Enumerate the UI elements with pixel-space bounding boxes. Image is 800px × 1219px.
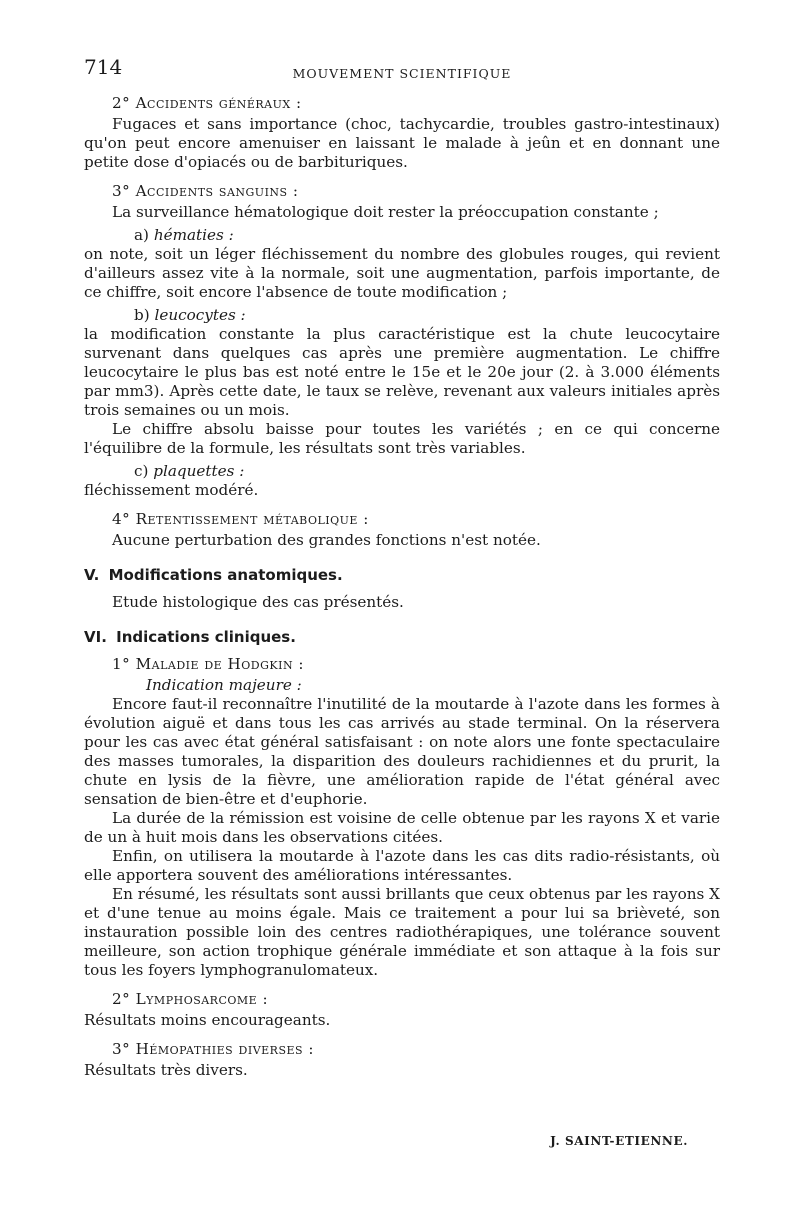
paragraph-chiffre-absolu: Le chiffre absolu baisse pour toutes les variétés ; en ce qui concerne l'équilibre de la formule, les résultats sont très variables. bbox=[84, 420, 720, 457]
paragraph-surveillance: La surveillance hématologique doit rester la préoccupation constante ; bbox=[112, 203, 659, 221]
document-page bbox=[84, 55, 720, 1080]
paragraph-hematies: on note, soit un léger fléchissement du nombre des globules rouges, qui revient d'ailleurs assez vite à la normale, soit une augmentation, parfois importante, de ce chiffre, soit encore l'absence de toute modification ; bbox=[84, 245, 720, 301]
section-number: VI. bbox=[84, 628, 107, 646]
running-title: MOUVEMENT SCIENTIFIQUE bbox=[292, 66, 512, 81]
section-title: Indications cliniques. bbox=[116, 628, 296, 646]
paragraph-histologique: Etude histologique des cas présentés. bbox=[112, 593, 404, 611]
page-header bbox=[84, 55, 720, 88]
paragraph-hodgkin-4: En résumé, les résultats sont aussi brillants que ceux obtenus par les rayons X et d'une tenue au moins égale. Mais ce traitement a pour lui sa brièveté, son instauration possible loin des centres radiothérapiques, une tolérance souvent meilleure, son action trophique générale immédiate et son attaque à la fois sur tous les foyers lymphogranulomateux. bbox=[84, 885, 720, 979]
item-plaquettes bbox=[134, 462, 720, 481]
paragraph-plaquettes: fléchissement modéré. bbox=[84, 481, 259, 499]
paragraph-accidents-generaux: Fugaces et sans importance (choc, tachycardie, troubles gastro-intestinaux) qu'on peut encore amenuiser en laissant le malade à jeûn et en donnant une petite dose d'opiacés ou de barbituriques. bbox=[84, 115, 720, 171]
item-label: c) bbox=[134, 462, 149, 480]
heading-lymphosarcome: 2° Lymphosarcome : bbox=[112, 990, 269, 1008]
section-heading-v bbox=[84, 566, 720, 585]
heading-hemopathies: 3° Hémopathies diverses : bbox=[112, 1040, 315, 1058]
paragraph-hemopathies: Résultats très divers. bbox=[84, 1061, 248, 1079]
paragraph-hodgkin-3: Enfin, on utilisera la moutarde à l'azote dans les cas dits radio-résistants, où elle apportera souvent des améliorations intéressantes. bbox=[84, 847, 720, 884]
section-number: V. bbox=[84, 566, 100, 584]
paragraph-hodgkin-1: Encore faut-il reconnaître l'inutilité de la moutarde à l'azote dans les formes à évolution aiguë et dans tous les cas arrivés au stade terminal. On la réservera pour les cas avec état général satisfaisant : on note alors une fonte spectaculaire des masses tumorales, la disparition des douleurs rachidiennes et du prurit, la chute en lysis de la fièvre, une amélioration rapide de l'état général avec sensation de bien-être et d'euphorie. bbox=[84, 695, 720, 808]
item-label: a) bbox=[134, 226, 149, 244]
section-title: Modifications anatomiques. bbox=[108, 566, 343, 584]
heading-hodgkin: 1° Maladie de Hodgkin : bbox=[112, 655, 305, 673]
section-heading-vi bbox=[84, 628, 720, 647]
heading-accidents-generaux: 2° Accidents généraux : bbox=[112, 94, 302, 112]
paragraph-lymphosarcome: Résultats moins encourageants. bbox=[84, 1011, 331, 1029]
author-signature: J. SAINT-ETIENNE. bbox=[550, 1134, 688, 1148]
heading-accidents-sanguins: 3° Accidents sanguins : bbox=[112, 182, 299, 200]
paragraph-leucocytes: la modification constante la plus caractéristique est la chute leucocytaire survenant dans quelques cas après une première augmentation. Le chiffre leucocytaire le plus bas est noté entre le 15e et le 20e jour (2. à 3.000 éléments par mm3). Après cette date, le taux se relève, revenant aux valeurs initiales après trois semaines ou un mois. bbox=[84, 325, 720, 419]
page-number: 714 bbox=[84, 55, 123, 79]
item-title: hématies : bbox=[153, 226, 234, 244]
item-leucocytes bbox=[134, 306, 720, 325]
heading-retentissement: 4° Retentissement métabolique : bbox=[112, 510, 369, 528]
paragraph-retentissement: Aucune perturbation des grandes fonctions n'est notée. bbox=[112, 531, 541, 549]
item-title: plaquettes : bbox=[153, 462, 245, 480]
paragraph-hodgkin-2: La durée de la rémission est voisine de celle obtenue par les rayons X et varie de un à huit mois dans les observations citées. bbox=[84, 809, 720, 846]
item-label: b) bbox=[134, 306, 150, 324]
subheading-indication-majeure: Indication majeure : bbox=[146, 676, 302, 694]
item-title: leucocytes : bbox=[154, 306, 246, 324]
item-hematies bbox=[134, 226, 720, 245]
